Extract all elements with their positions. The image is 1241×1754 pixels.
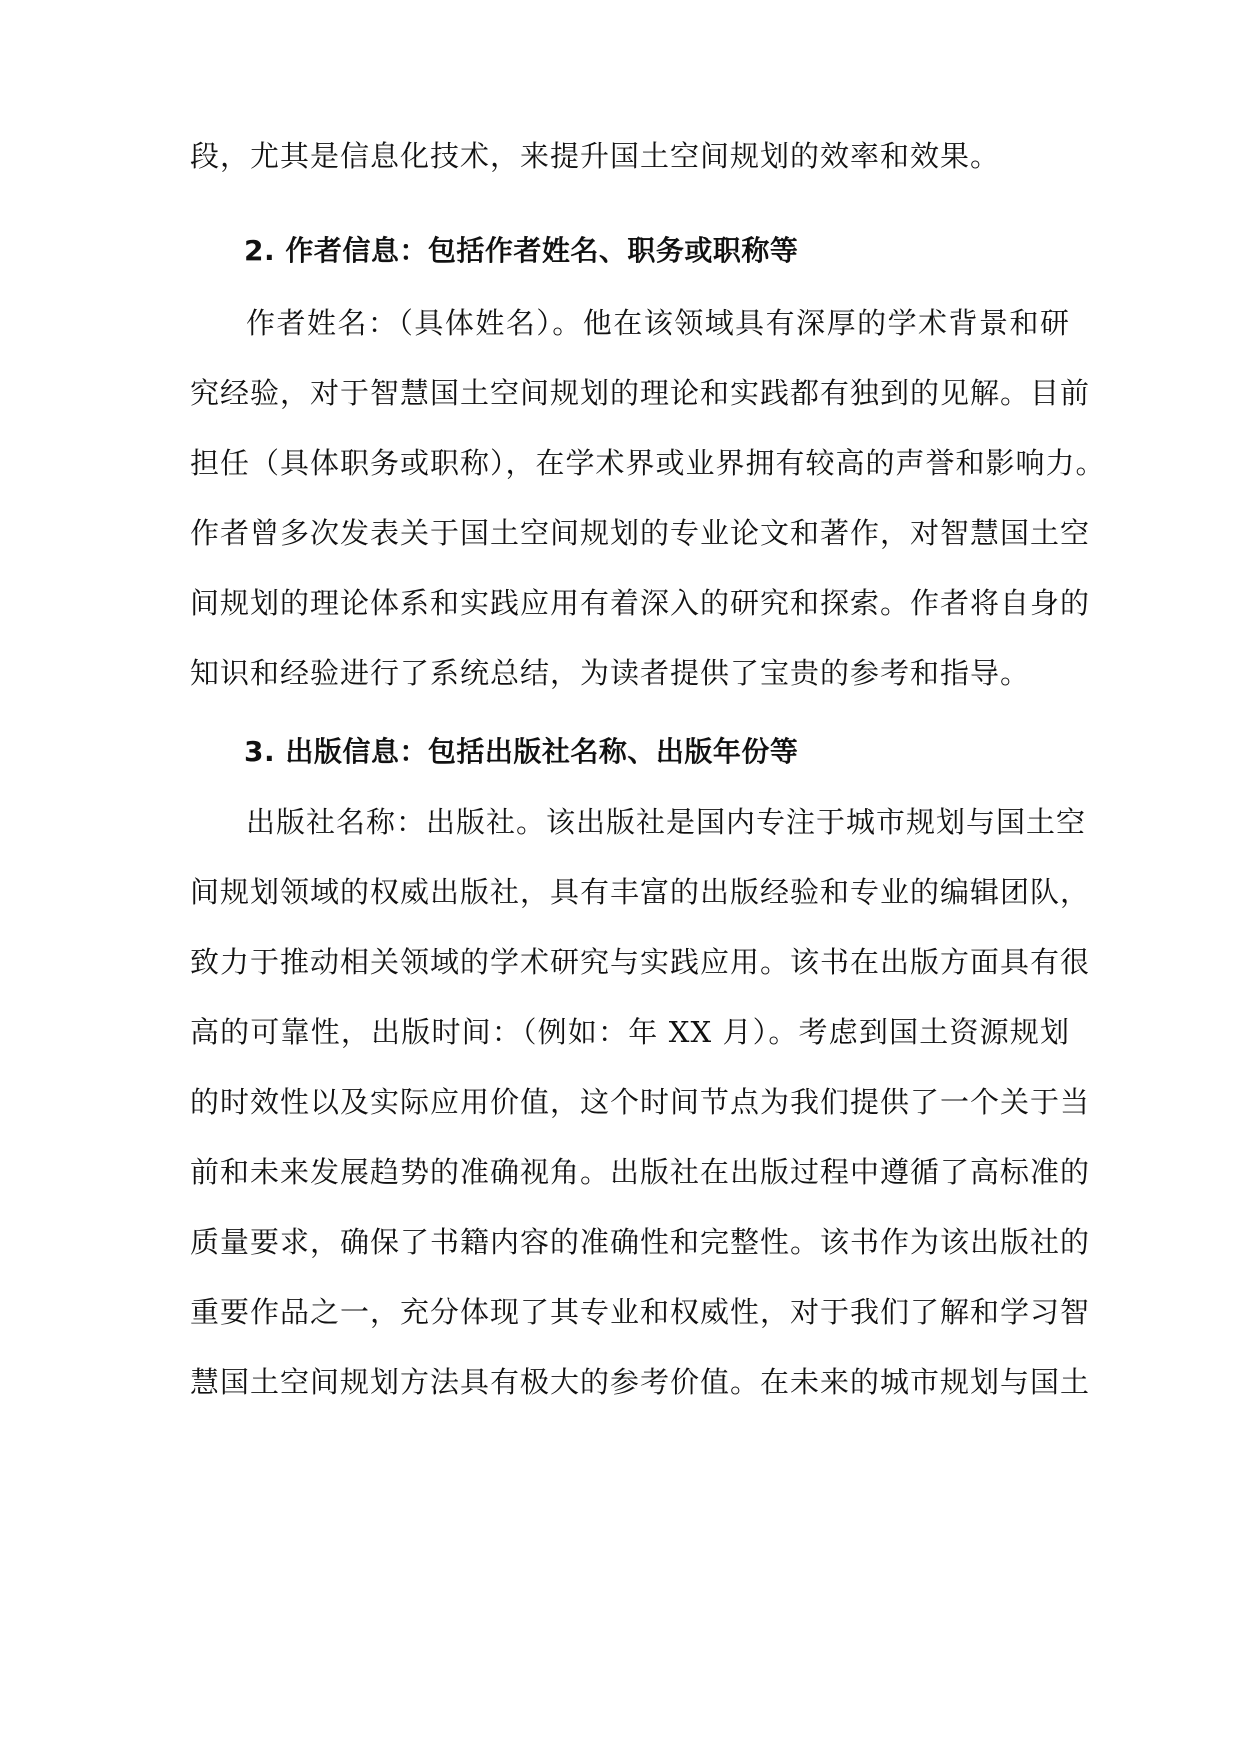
paragraph-line: 质量要求，确保了书籍内容的准确性和完整性。该书作为该出版社的 bbox=[190, 1225, 1091, 1259]
paragraph-line: 担任（具体职务或职称），在学术界或业界拥有较高的声誉和影响力。 bbox=[190, 446, 1106, 480]
paragraph-line: 究经验，对于智慧国土空间规划的理论和实践都有独到的见解。目前 bbox=[190, 376, 1091, 410]
paragraph-line: 致力于推动相关领域的学术研究与实践应用。该书在出版方面具有很 bbox=[190, 945, 1091, 979]
paragraph-line: 高的可靠性，出版时间：（例如：年 XX 月）。考虑到国土资源规划 bbox=[190, 1015, 1070, 1049]
paragraph-line: 段，尤其是信息化技术，来提升国土空间规划的效率和效果。 bbox=[190, 139, 1001, 173]
section-heading-publication: 3. 出版信息：包括出版社名称、出版年份等 bbox=[244, 735, 799, 768]
paragraph-line: 间规划的理论体系和实践应用有着深入的研究和探索。作者将自身的 bbox=[190, 586, 1091, 620]
paragraph-line: 前和未来发展趋势的准确视角。出版社在出版过程中遵循了高标准的 bbox=[190, 1155, 1091, 1189]
paragraph-line: 作者曾多次发表关于国土空间规划的专业论文和著作，对智慧国土空 bbox=[190, 516, 1091, 550]
section-heading-author: 2. 作者信息：包括作者姓名、职务或职称等 bbox=[244, 234, 799, 267]
paragraph-line: 的时效性以及实际应用价值，这个时间节点为我们提供了一个关于当 bbox=[190, 1085, 1091, 1119]
paragraph-line: 知识和经验进行了系统总结，为读者提供了宝贵的参考和指导。 bbox=[190, 656, 1031, 690]
paragraph-line: 间规划领域的权威出版社，具有丰富的出版经验和专业的编辑团队， bbox=[190, 875, 1091, 909]
paragraph-line: 作者姓名：（具体姓名）。他在该领域具有深厚的学术背景和研 bbox=[246, 306, 1070, 340]
paragraph-line: 重要作品之一，充分体现了其专业和权威性，对于我们了解和学习智 bbox=[190, 1295, 1091, 1329]
paragraph-line: 慧国土空间规划方法具有极大的参考价值。在未来的城市规划与国土 bbox=[190, 1365, 1091, 1399]
paragraph-line: 出版社名称：出版社。该出版社是国内专注于城市规划与国土空 bbox=[246, 805, 1087, 839]
